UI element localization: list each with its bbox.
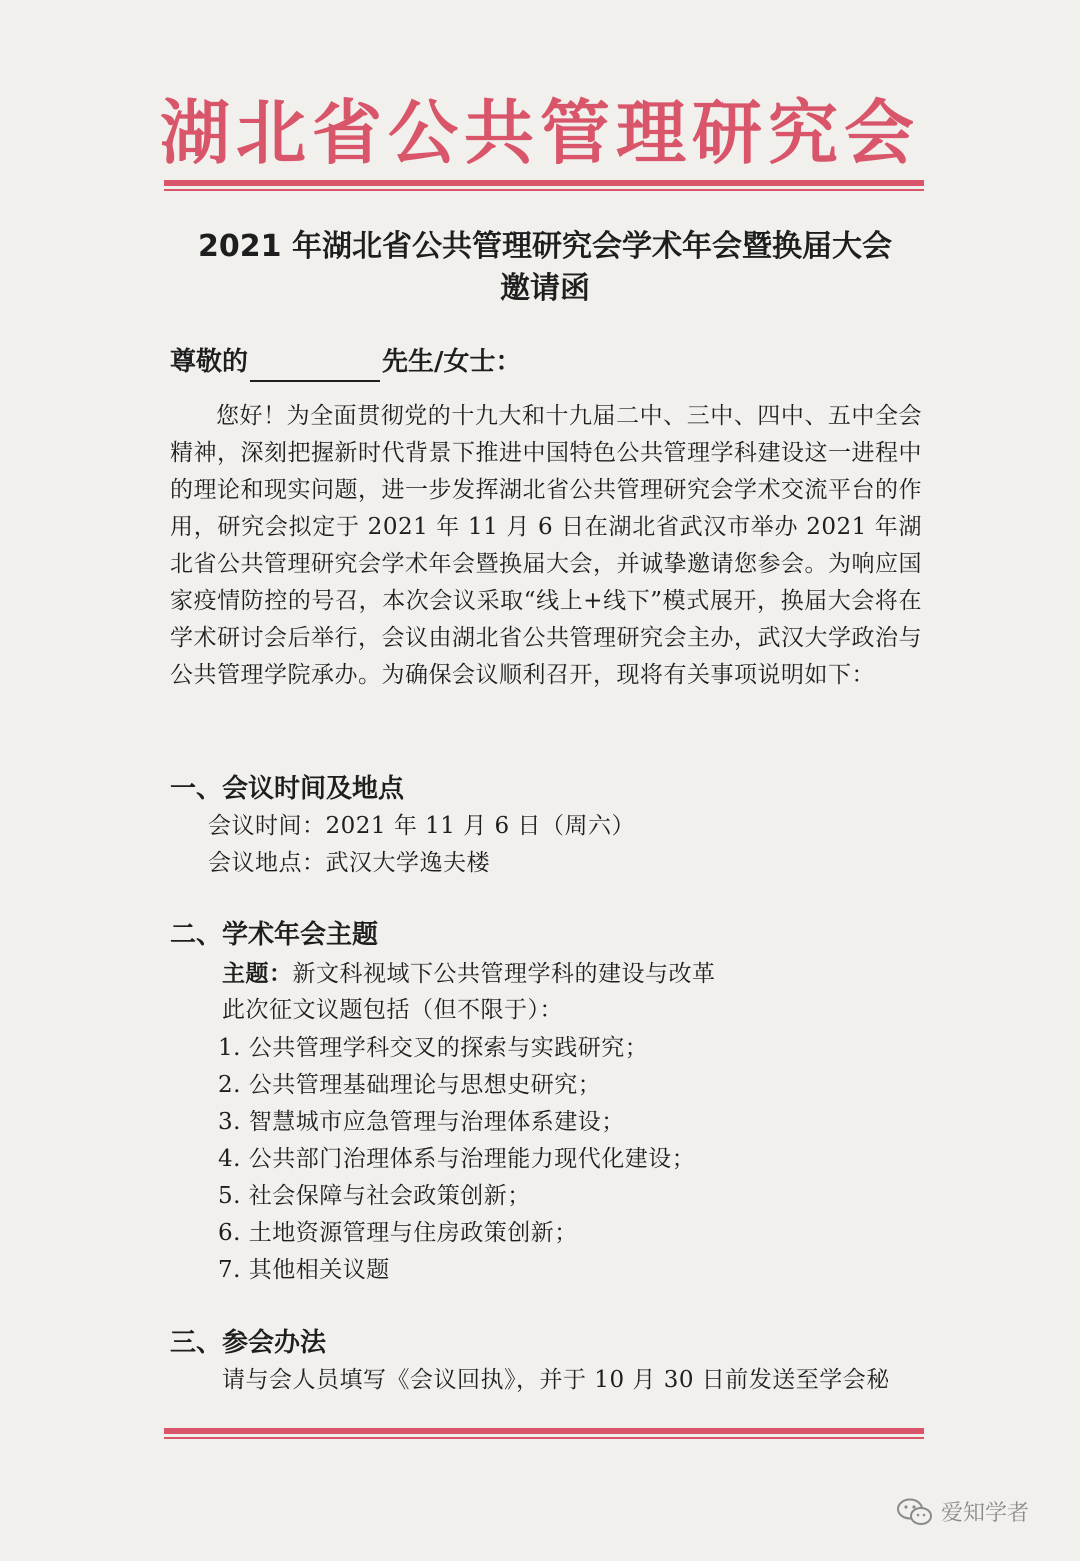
title-line-1: 2021 年湖北省公共管理研究会学术年会暨换届大会 <box>198 229 892 264</box>
name-blank <box>250 350 380 382</box>
salutation-suffix: 先生/女士： <box>382 347 522 377</box>
title-line-2: 邀请函 <box>500 271 590 306</box>
meeting-time: 会议时间：2021 年 11 月 6 日（周六） <box>208 813 635 839</box>
watermark <box>895 1496 1029 1527</box>
theme-line <box>222 955 716 993</box>
section-1-heading: 一、会议时间及地点 <box>170 774 405 804</box>
topic-item: 3. 智慧城市应急管理与治理体系建设； <box>218 1109 625 1135</box>
document-title <box>120 226 970 310</box>
topic-item: 4. 公共部门治理体系与治理能力现代化建设； <box>218 1146 696 1172</box>
topic-item: 2. 公共管理基础理论与思想史研究； <box>218 1072 602 1098</box>
intro-paragraph: 您好！为全面贯彻党的十九大和十九届二中、三中、四中、五中全会精神，深刻把握新时代背景下推进中国特色公共管理学科建设这一进程中的理论和现实问题，进一步发挥湖北省公共管理研究会学术交流平台的作用，研究会拟定于 2021 年 11 月 6 日在湖北省武汉市举办 2021 年湖北省公共管理研究会学术年会暨换届大会，并诚挚邀请您参会。为响应国家疫情防控的号召，本次会议采取“线上+线下”模式展开，换届大会将在学术研讨会后举行，会议由湖北省公共管理研究会主办，武汉大学政治与公共管理学院承办。为确保会议顺利召开，现将有关事项说明如下： <box>170 403 922 688</box>
theme-label: 主题： <box>222 960 293 987</box>
letterhead-rule <box>164 180 924 191</box>
topic-item: 5. 社会保障与社会政策创新； <box>218 1183 531 1209</box>
topics-intro: 此次征文议题包括（但不限于）： <box>222 997 563 1023</box>
watermark-text: 爱知学者 <box>941 1501 1030 1526</box>
section-2-heading: 二、学术年会主题 <box>170 920 379 950</box>
salutation-prefix: 尊敬的 <box>170 347 249 377</box>
section-3-text: 请与会人员填写《会议回执》，并于 10 月 30 日前发送至学会秘 <box>222 1367 890 1393</box>
letterhead-title: 湖北省公共管理研究会 <box>160 92 920 174</box>
footer-rule <box>164 1428 924 1439</box>
topic-item: 6. 土地资源管理与住房政策创新； <box>218 1220 578 1246</box>
section-3-heading: 三、参会办法 <box>170 1328 327 1358</box>
meeting-place: 会议地点：武汉大学逸夫楼 <box>208 850 490 876</box>
topic-item: 1. 公共管理学科交叉的探索与实践研究； <box>218 1035 649 1061</box>
topic-item: 7. 其他相关议题 <box>218 1257 390 1283</box>
wechat-icon <box>895 1497 935 1527</box>
theme-text: 新文科视域下公共管理学科的建设与改革 <box>292 961 716 987</box>
salutation <box>170 342 522 382</box>
